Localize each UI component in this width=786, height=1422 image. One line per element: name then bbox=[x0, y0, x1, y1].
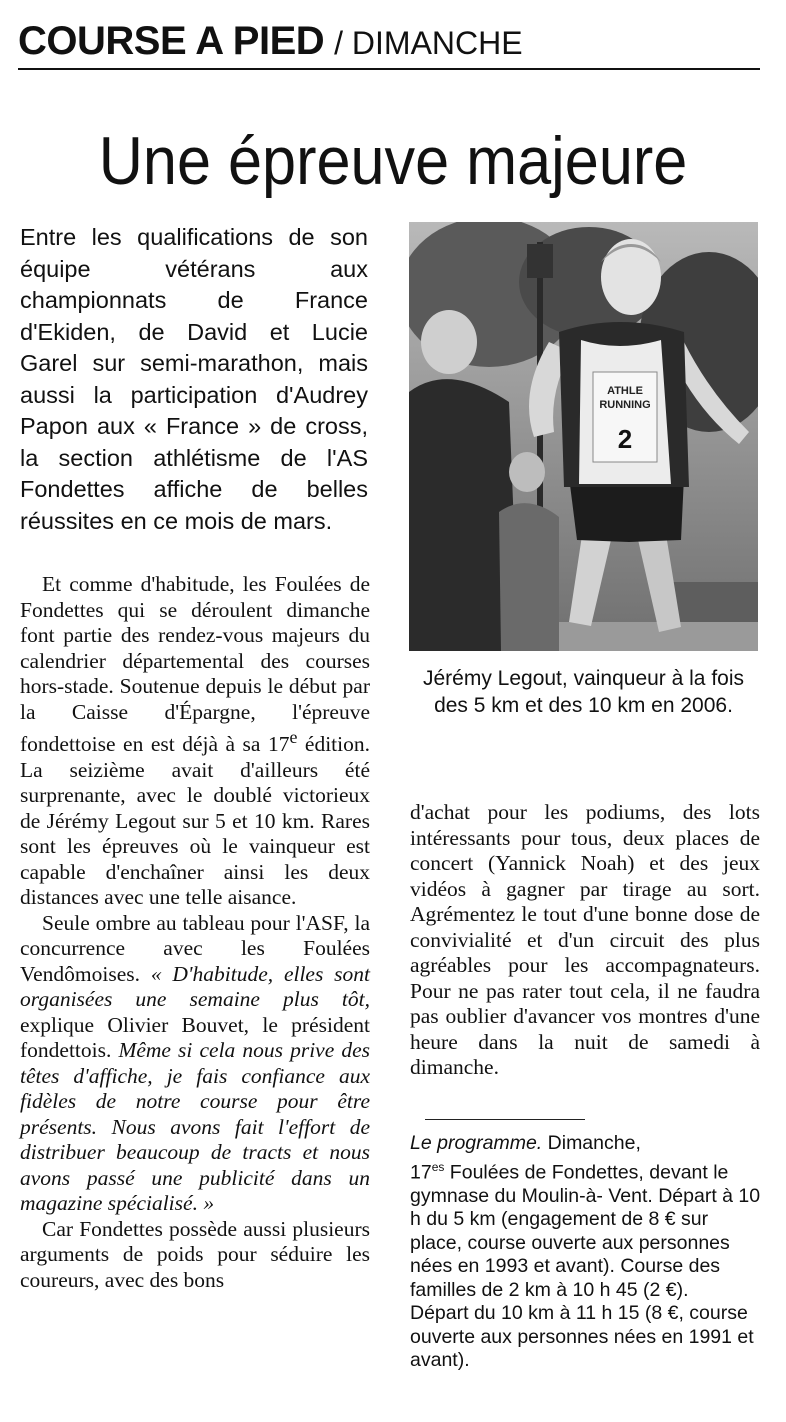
runner-photo-illustration bbox=[409, 222, 758, 651]
photo-caption: Jérémy Legout, vainqueur à la fois des 5 km et des 10 km en 2006. bbox=[422, 667, 745, 717]
article-column-right bbox=[410, 800, 760, 1081]
bib-number: 2 bbox=[617, 424, 633, 454]
section-rubric bbox=[18, 16, 760, 70]
article-column-left bbox=[20, 572, 370, 1293]
article-paragraph-3-start: Car Fondettes possède aussi plusieurs arguments de poids pour séduire les coureurs, avec des bons bbox=[20, 1216, 370, 1292]
separator-rule bbox=[425, 1119, 585, 1120]
article-paragraph-1: Et comme d'habitude, les Foulées de Fondettes qui se déroulent dimanche font partie des rendez-vous majeurs du calendrier départemental des courses hors-stade. Soutenue depuis le début par la Caisse d'Épargne, l'épreuve fondettoise en est déjà à sa 17e édition. La seizième avait d'ailleurs été surprenante, avec le doublé victorieux de Jérémy Legout sur 5 et 10 km. Rares sont les épreuves où le vainqueur est capable d'enchaîner ainsi les deux distances avec une telle aisance. bbox=[20, 572, 370, 910]
program-box: Le programme. Dimanche, $17^{es}$ Foulées de Fondettes, devant le gymnase du Moulin-à- Vent. Départ à 10 h du 5 km (engagement de 8 € sur place, course ouverte aux personnes nées en 1993 et avant). Course des familles de 2 km à 10 h 45 (2 €). Départ du 10 km à 11 h 15 (8 €, course ouverte aux personnes nées en 1991 et avant). bbox=[410, 1132, 761, 1371]
bib-brand-line2: RUNNING bbox=[599, 399, 651, 411]
article-lead: Entre les qualifications de son équipe vétérans aux championnats de France d'Ekiden, de David et Lucie Garel sur semi-marathon, mais aussi la participation d'Audrey Papon aux « France » de cross, la section athlétisme de l'AS Fondettes affiche de belles réussites en ce mois de mars. bbox=[20, 224, 368, 534]
bib-brand-line1: ATHLE bbox=[607, 385, 643, 397]
article-paragraph-3-end: d'achat pour les podiums, des lots intéressants pour tous, deux places de concert (Yannick Noah) et des jeux vidéos à gagner par tirage au sort. Agrémentez le tout d'une bonne dose de convivialité et d'un circuit des plus agréables pour les accompagnateurs. Pour ne pas rater tout cela, il ne faudra pas oublier d'avancer vos montres d'une heure dans la nuit de samedi à dimanche. bbox=[410, 800, 760, 1079]
rubric-subtitle: / DIMANCHE bbox=[334, 25, 523, 61]
article-paragraph-2: Seule ombre au tableau pour l'ASF, la concurrence avec les Foulées Vendômoises. « D'habitude, elles sont organisées une semaine plus tôt, explique Olivier Bouvet, le président fondettois. Même si cela nous prive des têtes d'affiche, je fais confiance aux fidèles de notre course pour être présents. Nous avons fait l'effort de distribuer beaucoup de tracts et nous avons passé une publicité dans un magazine spécialisé. » bbox=[20, 910, 370, 1216]
rubric-title: COURSE A PIED bbox=[18, 19, 325, 63]
runner-photo bbox=[409, 222, 758, 651]
article-headline: Une épreuve majeure bbox=[98, 123, 688, 199]
program-label: Le programme. bbox=[410, 1132, 543, 1154]
